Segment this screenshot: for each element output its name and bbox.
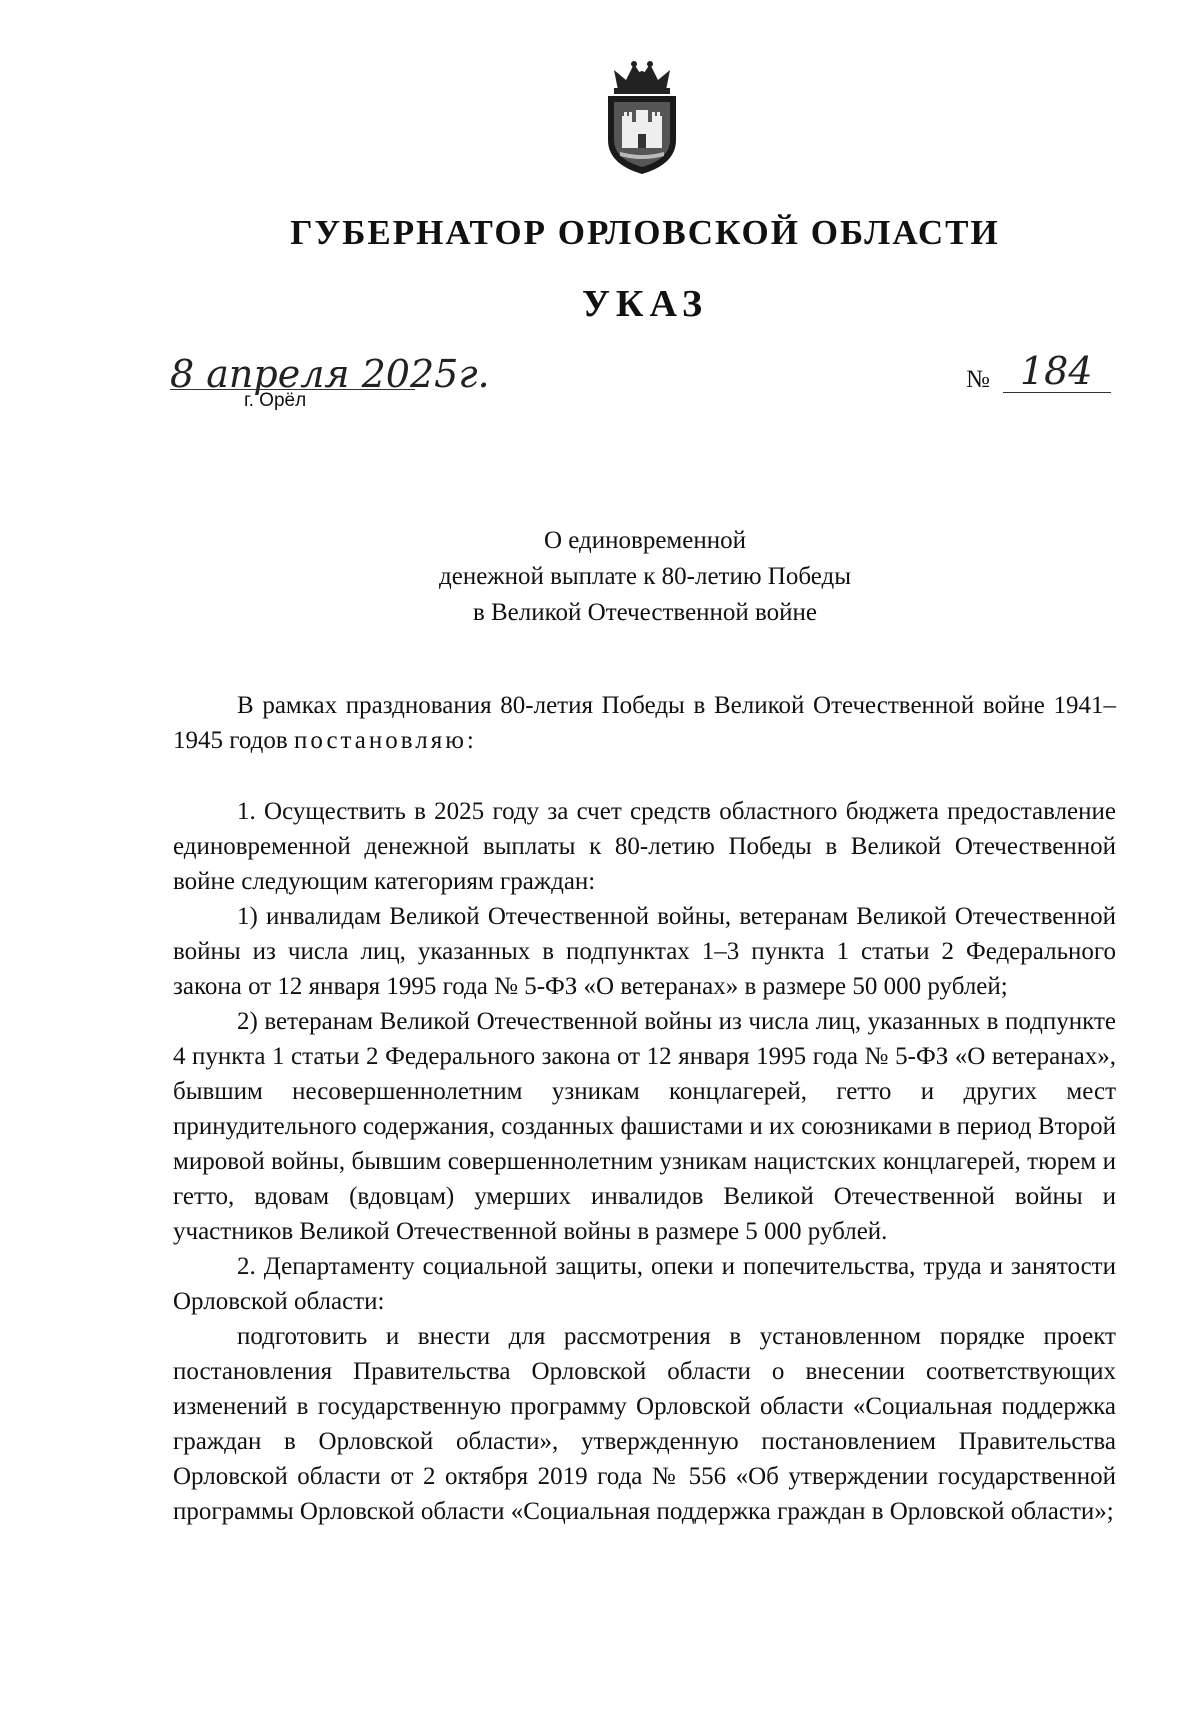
number-underline xyxy=(1003,392,1111,393)
issue-city: г. Орёл xyxy=(244,390,307,411)
title-line: О единовременной xyxy=(543,527,746,554)
handwritten-number: 184 xyxy=(1020,349,1093,393)
decree-title xyxy=(0,523,1200,631)
clause-1-item-1: 1) инвалидам Великой Отечественной войны, ветеранам Великой Отечественной войны из числа лиц, указанных в подпунктах 1–3 пункта 1 статьи 2 Федерального закона от 12 января 1995 года № 5-ФЗ «О ветеранах» в размере 50 000 рублей; xyxy=(173,903,1116,1000)
title-line: денежной выплате к 80-летию Победы xyxy=(439,563,851,590)
decree-word: постановляю: xyxy=(293,727,477,754)
decree-body xyxy=(173,688,1116,1529)
preamble-text: В рамках празднования 80-летия Победы в Великой Отечественной войне 1941–1945 годов xyxy=(173,692,1116,754)
document-type: УКАЗ xyxy=(582,283,708,325)
coat-of-arms-emblem xyxy=(600,60,684,176)
clause-2-instruction: подготовить и внести для рассмотрения в установленном порядке проект постановления Правительства Орловской области о внесении соответствующих изменений в государственную программу Орловской области «Социальная поддержка граждан в Орловской области», утвержденную постановлением Правительства Орловской области от 2 октября 2019 года № 556 «Об утверждении государственной программы Орловской области «Социальная поддержка граждан в Орловской области»; xyxy=(173,1323,1116,1525)
title-line: в Великой Отечественной войне xyxy=(472,599,818,626)
number-sign: № xyxy=(966,366,990,393)
clause-1-item-2: 2) ветеранам Великой Отечественной войны из числа лиц, указанных в подпункте 4 пункта 1 статьи 2 Федерального закона от 12 января 1995 года № 5-ФЗ «О ветеранах», бывшим несовершеннолетним узникам концлагерей, гетто и других мест принудительного содержания, созданных фашистами и их союзниками в период Второй мировой войны, бывшим совершеннолетним узникам нацистских концлагерей, тюрем и гетто, вдовам (вдовцам) умерших инвалидов Великой Отечественной войны и участников Великой Отечественной войны в размере 5 000 рублей. xyxy=(173,1008,1116,1245)
handwritten-date: 8 апреля 2025г. xyxy=(170,352,490,396)
clause-2: 2. Департаменту социальной защиты, опеки и попечительства, труда и занятости Орловской области: xyxy=(173,1253,1116,1315)
clause-1: 1. Осуществить в 2025 году за счет средств областного бюджета предоставление единовременной денежной выплаты к 80-летию Победы в Великой Отечественной войне следующим категориям граждан: xyxy=(173,798,1116,895)
preamble-paragraph xyxy=(173,688,1116,758)
issuing-authority: ГУБЕРНАТОР ОРЛОВСКОЙ ОБЛАСТИ xyxy=(290,213,1000,252)
